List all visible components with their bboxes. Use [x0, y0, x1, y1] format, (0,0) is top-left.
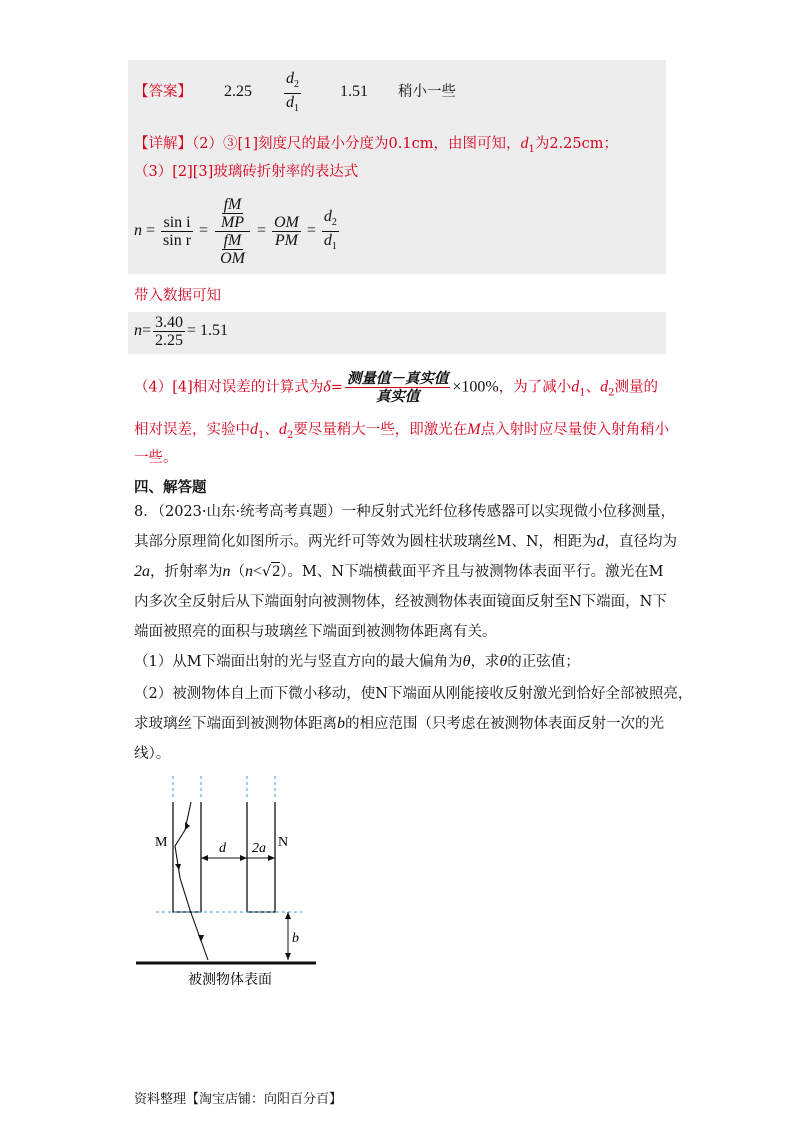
q8-line-3: 2a，折射率为n（n<√2）。M、N下端横截面平齐且与被测物体表面平行。激光在M [134, 563, 664, 580]
q8-line-5: 端面被照亮的面积与玻璃丝下端面到被测物体距离有关。 [134, 624, 497, 640]
ray-arrow-1-icon [185, 822, 190, 830]
fiber-diagram [130, 770, 330, 990]
q8-line-4: 内多次全反射后从下端面射向被测物体，经被测物体表面镜面反射至N下端面，N下 [134, 594, 667, 610]
q8-line-1: 8．（2023·山东·统考高考真题）一种反射式光纤位移传感器可以实现微小位移测量， [134, 504, 676, 520]
explain-line-2: （3）[2][3]玻璃砖折射率的表达式 [134, 164, 359, 180]
2a-arrow-right-icon [268, 855, 275, 861]
figure-caption: 被测物体表面 [188, 973, 272, 988]
refraction-formula: n = $\frac{\text{sin i}}{\text{sin r}}$ = $\frac{\frac{fM}{MP}}{\frac{fM}{OM}}$ = $\frac{OM}{PM}$ = $\frac{d_2}{d_1}$ [134, 196, 337, 267]
q8-sub2-line-2: 求玻璃丝下端面到被测物体距离b的相应范围（只考虑在被测物体表面反射一次的光 [134, 715, 664, 732]
part4-line-2: 相对误差，实验中$d_1$、$d_2$要尽量稍大一些，即激光在M点入射时应尽量使入射角稍小 [134, 421, 670, 441]
label-n: N [278, 835, 289, 850]
d-arrow-left-icon [201, 855, 208, 861]
section-title: 四、解答题 [134, 479, 207, 496]
ray-arrow-3-icon [198, 935, 204, 942]
d-arrow-right-icon [240, 855, 247, 861]
label-d: d [219, 841, 226, 856]
answer-value-3: 1.51 [340, 83, 368, 100]
part4-line-3: 一些。 [134, 450, 178, 466]
substitute-formula: n= $\frac{3.40}{2.25}$ = 1.51 [134, 314, 229, 349]
q8-sub1: （1）从M下端面出射的光与竖直方向的最大偏角为θ，求θ的正弦值； [134, 653, 580, 670]
part4-line-1: （4）[4]相对误差的计算式为δ= $\frac{\text{测量值－真实值}}{\text{真实值}}$ ×100%，为了减小$d_1$、$d_2$测量的 [134, 370, 658, 405]
answer-box [128, 60, 666, 122]
answer-value-2: $\frac{d_2}{d_1}$ [286, 70, 299, 115]
b-arrow-down-icon [285, 953, 291, 960]
ray-arrow-2-icon [175, 864, 181, 870]
answer-value-4: 稍小一些 [398, 84, 456, 100]
explain-line-1: 【详解】（2）③[1]刻度尺的最小分度为0.1cm，由图可知，$d_1$为2.25cm； [134, 135, 618, 155]
q8-line-2: 其部分原理简化如图所示。两光纤可等效为圆柱状玻璃丝M、N，相距为d，直径均为 [134, 533, 678, 550]
footer-text: 资料整理【淘宝店铺：向阳百分百】 [134, 1092, 343, 1107]
label-b: b [292, 931, 299, 946]
answer-value-1: 2.25 [224, 83, 252, 100]
substitute-text: 带入数据可知 [134, 288, 221, 304]
q8-sub2-line-3: 线）。 [134, 746, 171, 762]
label-2a: 2a [252, 841, 266, 856]
label-m: M [155, 835, 168, 850]
q8-sub2-line-1: （2）被测物体自上而下微小移动，使N下端面从刚能接收反射激光到恰好全部被照亮， [134, 686, 693, 702]
b-arrow-up-icon [285, 912, 291, 919]
answer-label: 【答案】 [134, 84, 192, 100]
